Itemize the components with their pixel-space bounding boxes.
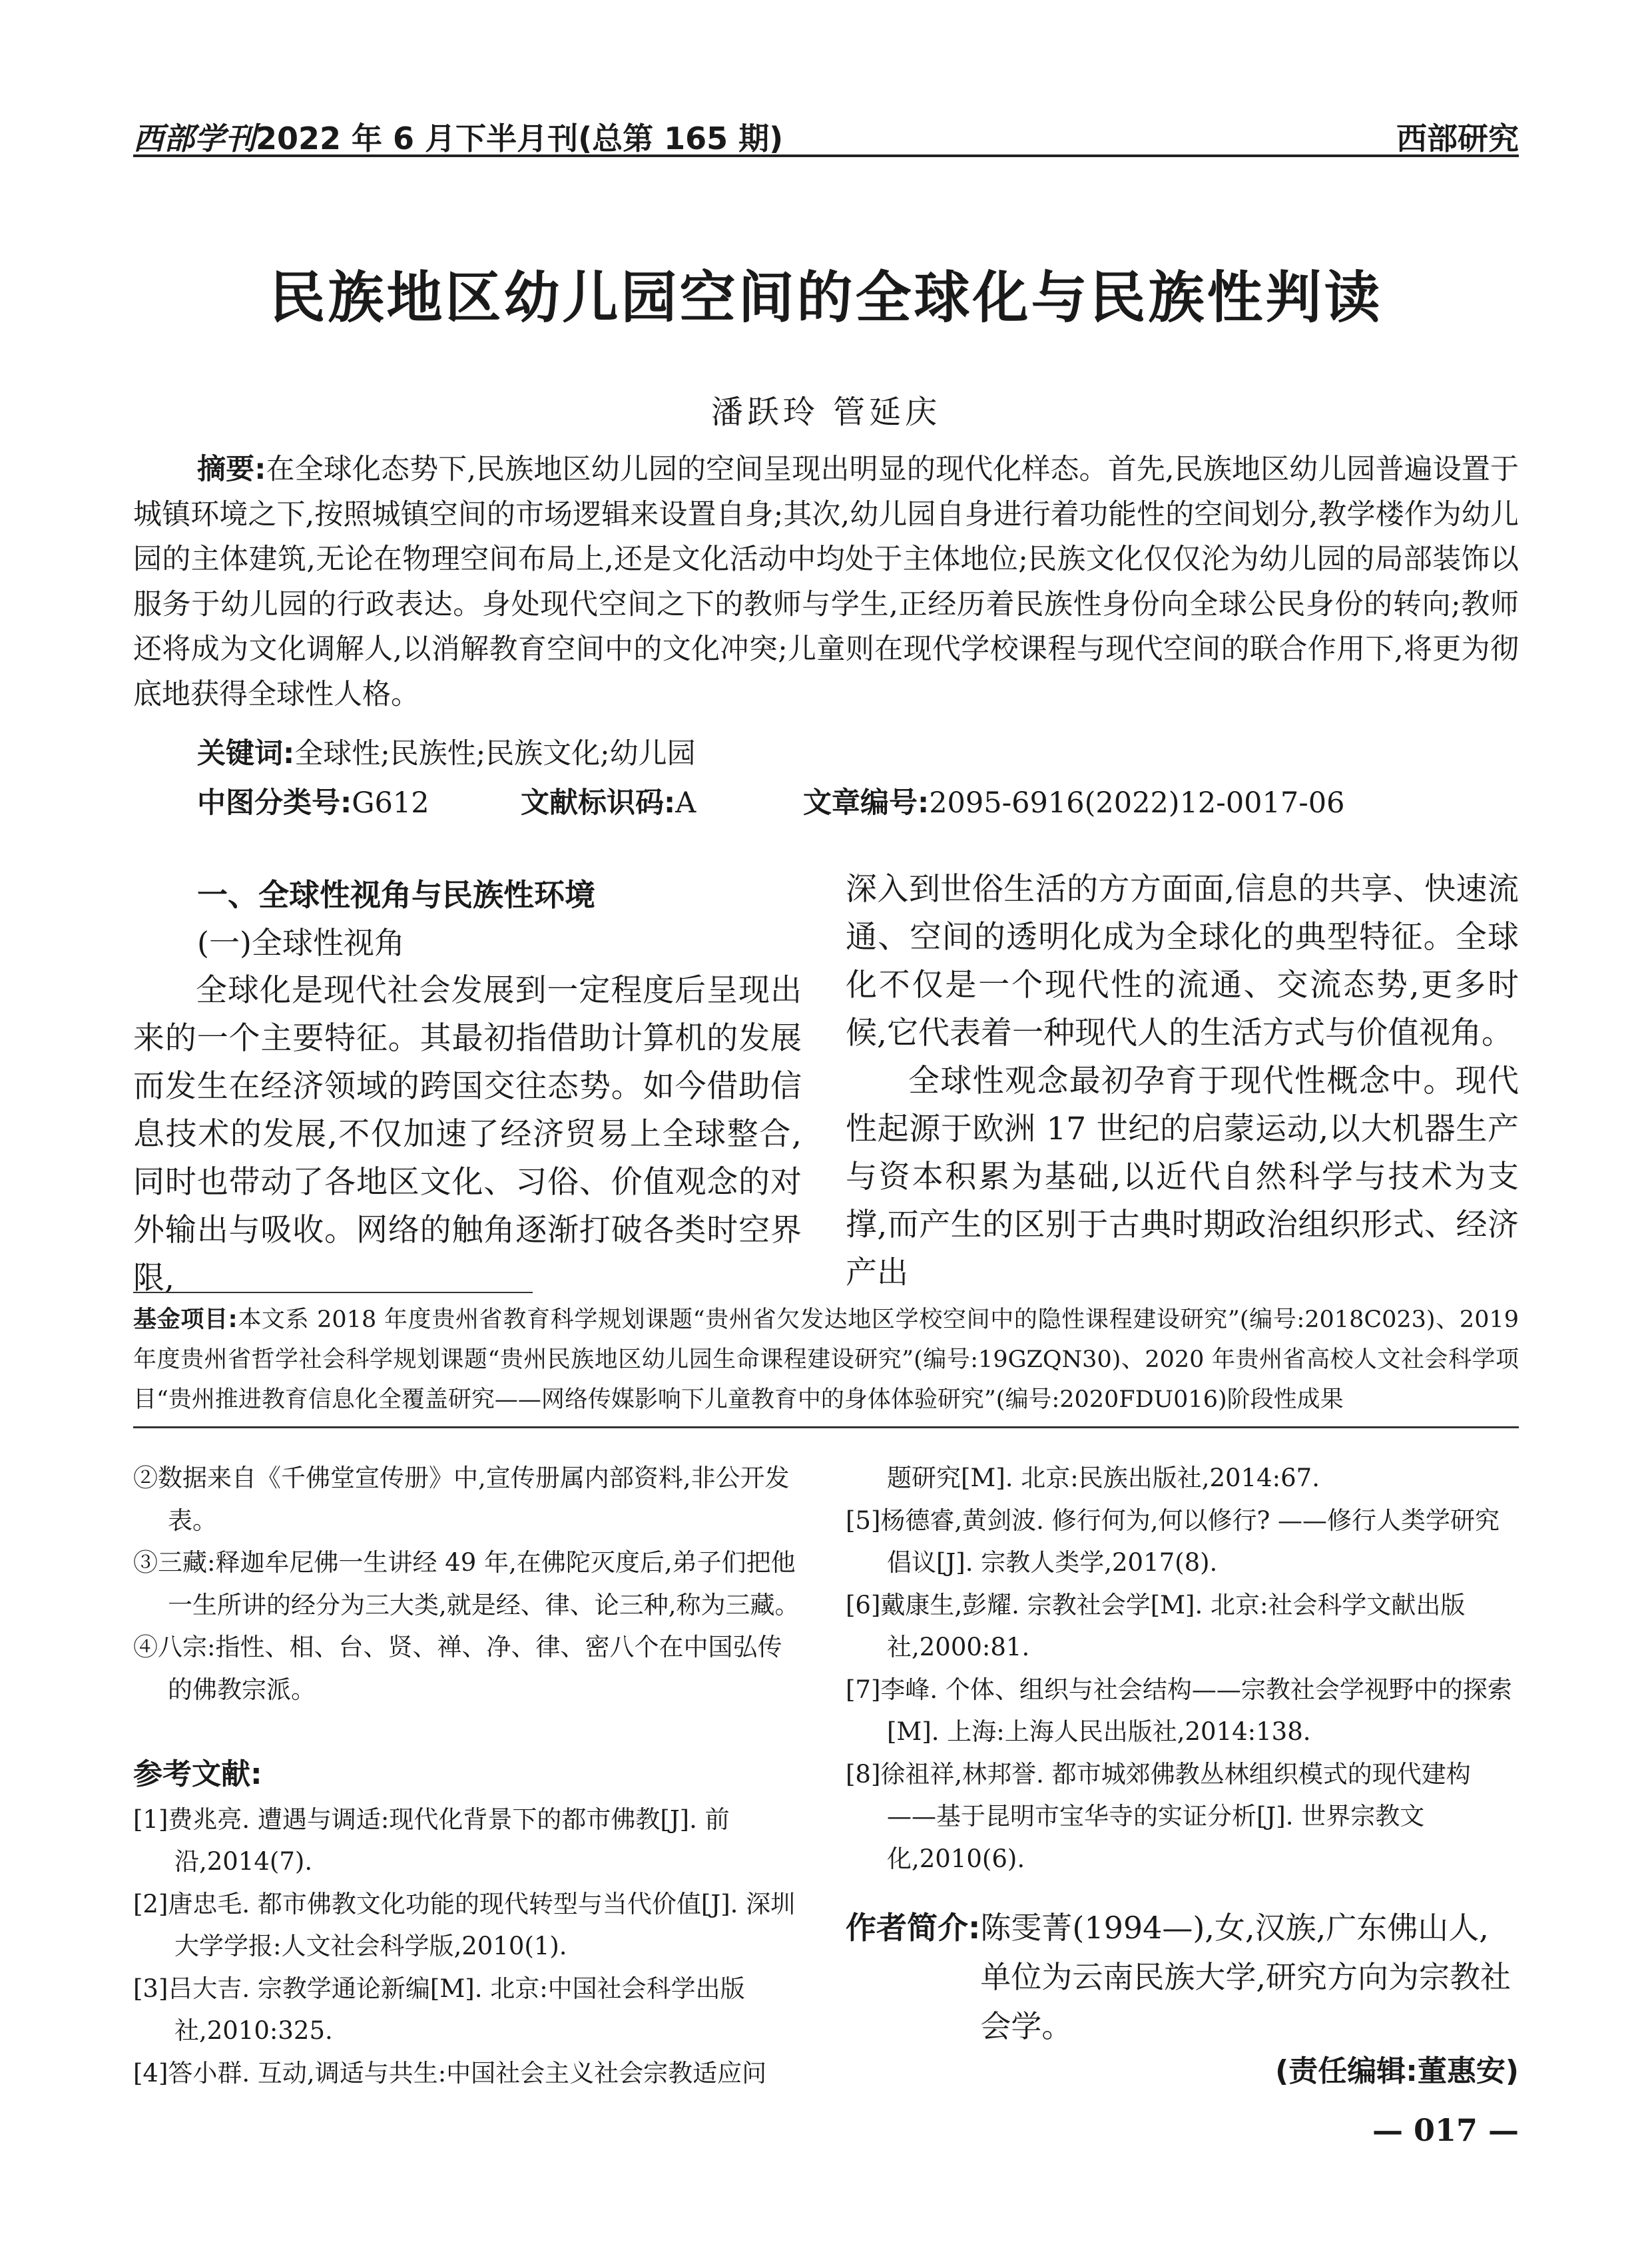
abstract-text: 在全球化态势下,民族地区幼儿园的空间呈现出明显的现代化样态。首先,民族地区幼儿园普遍设置于城镇环境之下,按照城镇空间的市场逻辑来设置自身;其次,幼儿园自身进行着功能性的空间划分,教学楼作为幼儿园的主体建筑,无论在物理空间布局上,还是文化活动中均处于主体地位;民族文化仅仅沦为幼儿园的局部装饰以服务于幼儿园的行政表达。身处现代空间之下的教师与学生,正经历着民族性身份向全球公民身份的转向;教师还将成为文化调解人,以消解教育空间中的文化冲突;儿童则在现代学校课程与现代空间的联合作用下,将更为彻底地获得全球性人格。 xyxy=(133,453,1519,711)
article-number-value: 2095-6916(2022)12-0017-06 xyxy=(929,786,1345,820)
author-bio-label: 作者简介: xyxy=(846,1910,981,1946)
journal-logo: 西部学刊 xyxy=(133,121,256,156)
section-heading: 一、全球性视角与民族性环境 xyxy=(197,877,595,913)
reference-continuation: 题研究[M]. 北京:民族出版社,2014:67. xyxy=(887,1464,1320,1492)
document-code xyxy=(521,780,696,821)
clc-code xyxy=(197,780,429,821)
article-number xyxy=(803,780,1345,821)
responsible-editor: (责任编辑:董惠安) xyxy=(1275,2054,1519,2088)
body-paragraph: 深入到世俗生活的方方面面,信息的共享、快速流通、空间的透明化成为全球化的典型特征。全球化不仅是一个现代性的流通、交流态势,更多时候,它代表着一种现代人的生活方式与价值视角。 xyxy=(846,871,1519,1051)
journal-issue: 2022 年 6 月下半月刊(总第 165 期) xyxy=(256,121,784,156)
endnote: ②数据来自《千佛堂宣传册》中,宣传册属内部资料,非公开发表。 xyxy=(133,1464,790,1535)
endnote: ④八宗:指性、相、台、贤、禅、净、律、密八个在中国弘传的佛教宗派。 xyxy=(133,1633,782,1704)
keywords-label: 关键词: xyxy=(197,737,295,770)
journal-header xyxy=(133,115,783,158)
page-number: — 017 — xyxy=(1372,2112,1519,2148)
reference-item: [8]徐祖祥,林邦誉. 都市城郊佛教丛林组织模式的现代建构——基于昆明市宝华寺的实证分析[J]. 世界宗教文化,2010(6). xyxy=(846,1759,1471,1873)
reference-item: [5]杨德睿,黄剑波. 修行何为,何以修行? ——修行人类学研究倡议[J]. 宗教人类学,2017(8). xyxy=(846,1506,1500,1577)
body-left-column xyxy=(133,871,802,1302)
header-rule xyxy=(133,154,1519,157)
article-number-label: 文章编号: xyxy=(803,786,930,820)
funding-note xyxy=(133,1300,1519,1420)
keywords xyxy=(197,731,696,772)
abstract-label: 摘要: xyxy=(197,453,266,486)
body-right-column xyxy=(846,866,1519,1297)
clc-label: 中图分类号: xyxy=(197,786,352,820)
funding-label: 基金项目: xyxy=(133,1306,238,1333)
article-title: 民族地区幼儿园空间的全球化与民族性判读 xyxy=(269,264,1383,330)
article-authors: 潘跃玲 管延庆 xyxy=(710,394,942,431)
notes-and-references-left xyxy=(133,1457,802,2094)
funding-text: 本文系 2018 年度贵州省教育科学规划课题“贵州省欠发达地区学校空间中的隐性课程建设研究”(编号:2018C023)、2019 年度贵州省哲学社会科学规划课题“贵州民族地区幼儿园生命课程建设研究”(编号:19GZQN30)、2020 年贵州省高校人文社会科学项目“贵州推进教育信息化全覆盖研究——网络传媒影响下儿童教育中的身体体验研究”(编号:2020FDU016)阶段性成果 xyxy=(133,1306,1519,1413)
section-divider xyxy=(133,1426,1519,1428)
doc-value: A xyxy=(675,786,696,820)
doc-label: 文献标识码: xyxy=(521,786,676,820)
subsection-heading: (一)全球性视角 xyxy=(197,925,405,961)
reference-item: [7]李峰. 个体、组织与社会结构——宗教社会学视野中的探索[M]. 上海:上海人民出版社,2014:138. xyxy=(846,1675,1512,1746)
reference-item: [1]费兆亮. 遭遇与调适:现代化背景下的都市佛教[J]. 前沿,2014(7). xyxy=(133,1805,730,1876)
reference-item: [6]戴康生,彭耀. 宗教社会学[M]. 北京:社会科学文献出版社,2000:81. xyxy=(846,1590,1466,1661)
endnote: ③三藏:释迦牟尼佛一生讲经 49 年,在佛陀灭度后,弟子们把他一生所讲的经分为三大类,就是经、律、论三种,称为三藏。 xyxy=(133,1548,800,1619)
footnote-rule xyxy=(133,1292,533,1293)
author-bio-text: 陈雯菁(1994—),女,汉族,广东佛山人,单位为云南民族大学,研究方向为宗教社会学。 xyxy=(980,1910,1512,2044)
author-bio xyxy=(846,1903,1519,2051)
body-paragraph: 全球性观念最初孕育于现代性概念中。现代性起源于欧洲 17 世纪的启蒙运动,以大机器生产与资本积累为基础,以近代自然科学与技术为支撑,而产生的区别于古典时期政治组织形式、经济产出 xyxy=(846,1063,1519,1291)
reference-item: [4]答小群. 互动,调适与共生:中国社会主义社会宗教适应问 xyxy=(133,2058,767,2088)
reference-item: [3]吕大吉. 宗教学通论新编[M]. 北京:中国社会科学出版社,2010:325. xyxy=(133,1974,745,2045)
reference-item: [2]唐忠毛. 都市佛教文化功能的现代转型与当代价值[J]. 深圳大学学报:人文社会科学版,2010(1). xyxy=(133,1889,796,1960)
abstract xyxy=(133,447,1519,717)
references-heading: 参考文献: xyxy=(133,1757,262,1791)
section-name: 西部研究 xyxy=(1396,121,1519,156)
keywords-text: 全球性;民族性;民族文化;幼儿园 xyxy=(294,737,696,770)
clc-value: G612 xyxy=(352,786,429,820)
body-paragraph: 全球化是现代社会发展到一定程度后呈现出来的一个主要特征。其最初指借助计算机的发展而发生在经济领域的跨国交往态势。如今借助信息技术的发展,不仅加速了经济贸易上全球整合,同时也带动了各地区文化、习俗、价值观念的对外输出与吸收。网络的触角逐渐打破各类时空界限, xyxy=(133,972,802,1296)
references-right xyxy=(846,1457,1519,1880)
